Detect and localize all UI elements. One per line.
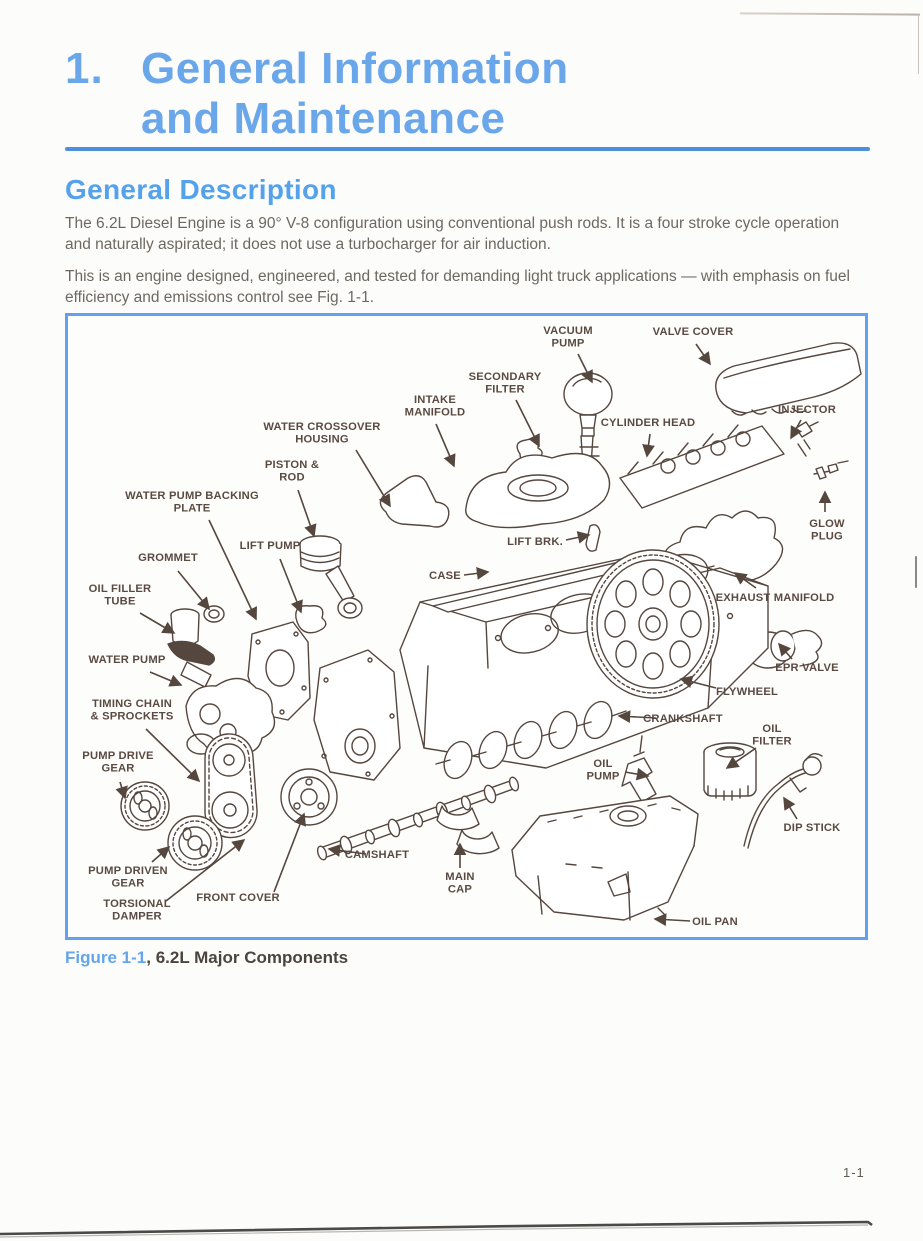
diagram-label-injector: INJECTOR	[778, 404, 836, 416]
diagram-label-epr-valve: EPR VALVE	[775, 662, 839, 674]
diagram-label-secondary-filter: SECONDARY FILTER	[468, 371, 542, 396]
diagram-label-piston-and-rod: PISTON & ROD	[264, 459, 320, 484]
title-rule	[65, 147, 870, 151]
diagram-label-lift-pump: LIFT PUMP	[239, 540, 301, 552]
section-heading: General Description	[65, 174, 337, 205]
chapter-title-line1: General Information	[141, 44, 569, 93]
figure-caption	[65, 948, 348, 968]
diagram-label-oil-pan: OIL PAN	[692, 916, 738, 928]
leader-arrow-case	[464, 572, 488, 575]
chapter-title	[141, 44, 569, 144]
scan-edge-top	[740, 12, 920, 15]
diagram-label-exhaust-manifold: EXHAUST MANIFOLD	[715, 592, 835, 604]
figure-caption-number: Figure 1-1	[65, 948, 147, 967]
leader-arrow-intake-manifold	[436, 424, 454, 466]
leader-arrow-cylinder-head	[647, 434, 650, 456]
diagram-label-water-pump-backing-plate: WATER PUMP BACKING PLATE	[125, 490, 259, 515]
scan-edge-bottom	[0, 1216, 923, 1241]
scan-dash-right	[915, 556, 917, 588]
diagram-label-oil-pump: OIL PUMP	[586, 758, 620, 783]
leader-arrow-grommet	[178, 571, 209, 609]
leader-arrow-valve-cover	[696, 344, 710, 364]
leader-arrow-lift-brk	[566, 535, 589, 540]
diagram-label-dip-stick: DIP STICK	[783, 822, 841, 834]
diagram-label-water-pump: WATER PUMP	[88, 654, 166, 666]
diagram-label-crankshaft: CRANKSHAFT	[643, 713, 723, 725]
chapter-title-line2: and Maintenance	[141, 94, 506, 143]
diagram-label-torsional-damper: TORSIONAL DAMPER	[103, 898, 171, 923]
leader-arrow-oil-pan	[655, 919, 690, 921]
diagram-label-lift-brk: LIFT BRK.	[507, 536, 563, 548]
engine-exploded-diagram	[68, 316, 865, 937]
diagram-label-valve-cover: VALVE COVER	[652, 326, 734, 338]
chapter-number: 1.	[65, 44, 104, 93]
diagram-label-pump-driven-gear: PUMP DRIVEN GEAR	[88, 865, 168, 890]
leader-arrow-dip-stick	[784, 798, 797, 819]
diagram-label-vacuum-pump: VACUUM PUMP	[543, 325, 593, 350]
chapter-heading	[65, 44, 569, 144]
leader-arrow-front-cover	[274, 814, 304, 892]
leader-arrow-water-crossover-housing	[356, 450, 390, 506]
page-number: 1-1	[843, 1165, 865, 1180]
paragraph-2: This is an engine designed, engineered, and tested for demanding light truck applications — with emphasis on fuel efficiency and emissions control see Fig. 1-1.	[65, 268, 850, 306]
diagram-label-pump-drive-gear: PUMP DRIVE GEAR	[82, 750, 154, 775]
diagram-label-water-crossover-housing: WATER CROSSOVER HOUSING	[263, 421, 381, 446]
diagram-label-case: CASE	[429, 570, 461, 582]
diagram-label-intake-manifold: INTAKE MANIFOLD	[404, 394, 466, 419]
leader-arrow-water-pump-backing-plate	[209, 520, 256, 619]
diagram-label-grommet: GROMMET	[138, 552, 198, 564]
scan-edge-right	[918, 14, 919, 74]
diagram-label-timing-chain-and-sprockets: TIMING CHAIN & SPROCKETS	[90, 698, 174, 723]
leader-arrow-oil-filler-tube	[140, 613, 174, 633]
paragraph-1: The 6.2L Diesel Engine is a 90° V-8 configuration using conventional push rods. It is a four stroke cycle operation and naturally aspirated; it does not use a turbocharger for air induction.	[65, 215, 840, 253]
diagram-label-camshaft: CAMSHAFT	[344, 849, 410, 861]
leader-arrow-pump-driven-gear	[152, 847, 169, 862]
body-copy	[65, 213, 865, 319]
leader-arrow-lift-pump	[280, 559, 301, 612]
engine-line-art	[121, 343, 861, 920]
leader-arrow-piston-and-rod	[298, 490, 314, 536]
diagram-label-main-cap: MAIN CAP	[445, 871, 475, 896]
figure-caption-text: , 6.2L Major Components	[146, 948, 349, 967]
diagram-label-oil-filler-tube: OIL FILLER TUBE	[88, 583, 152, 608]
diagram-label-front-cover: FRONT COVER	[196, 892, 280, 904]
diagram-label-cylinder-head: CYLINDER HEAD	[600, 417, 696, 429]
diagram-label-glow-plug: GLOW PLUG	[809, 518, 845, 543]
figure-1-1-box	[65, 313, 868, 940]
diagram-label-oil-filter: OIL FILTER	[752, 723, 792, 748]
diagram-label-flywheel: FLYWHEEL	[715, 686, 779, 698]
leader-arrow-pump-drive-gear	[120, 782, 125, 798]
leader-arrow-water-pump	[150, 672, 181, 685]
